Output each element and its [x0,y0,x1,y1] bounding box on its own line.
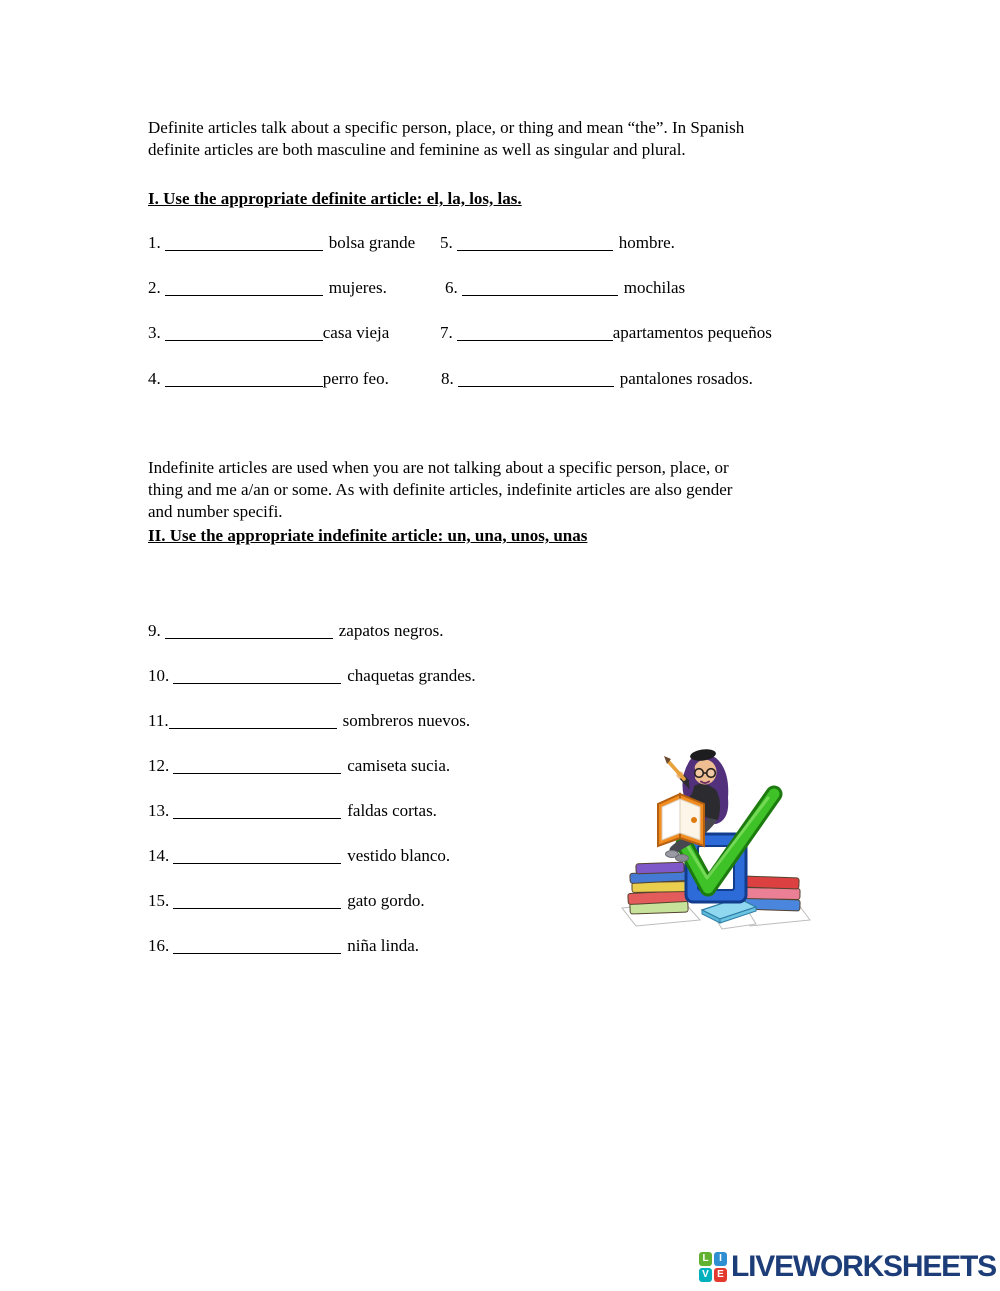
item-phrase: mujeres. [328,278,387,297]
exercise-item-3 [148,322,389,344]
exercise-item-4 [148,368,389,390]
book-stack-left-icon [628,862,688,914]
brand-wordmark: LIVEWORKSHEETS [731,1250,996,1283]
item-phrase: apartamentos pequeños [612,323,772,342]
item-phrase: sombreros nuevos. [342,711,471,730]
item-phrase: mochilas [623,278,686,297]
liveworksheets-logo-icon [699,1252,727,1282]
exercise-item-16 [148,935,419,957]
exercise-item-10 [148,665,476,687]
logo-tile-i: I [714,1252,727,1266]
item-number: 11. [148,711,169,730]
answer-blank-1[interactable] [165,234,323,251]
item-number: 16. [148,936,170,955]
intro-indefinite-line-3: and number specifi. [148,502,283,521]
exercise-item-14 [148,845,450,867]
exercise-item-15 [148,890,425,912]
item-phrase: zapatos negros. [338,621,444,640]
item-number: 7. [440,323,453,342]
item-phrase: perro feo. [322,369,389,388]
exercise-item-8 [441,368,753,390]
answer-blank-16[interactable] [173,937,341,954]
answer-blank-10[interactable] [173,667,341,684]
intro-indefinite-line-1: Indefinite articles are used when you are not talking about a specific person, place, or [148,458,729,477]
answer-blank-12[interactable] [173,757,341,774]
student-checkmark-illustration [618,748,813,933]
item-number: 4. [148,369,161,388]
item-phrase: chaquetas grandes. [347,666,476,685]
exercise-item-9 [148,620,444,642]
item-phrase: niña linda. [347,936,420,955]
item-number: 2. [148,278,161,297]
intro-definite-line-2: definite articles are both masculine and feminine as well as singular and plural. [148,140,686,159]
section1-heading: I. Use the appropriate definite article: el, la, los, las. [148,189,522,208]
item-number: 3. [148,323,161,342]
intro-definite-line-1: Definite articles talk about a specific person, place, or thing and mean “the”. In Spanish [148,118,745,137]
section2-heading: II. Use the appropriate indefinite article: un, una, unos, unas [148,526,588,545]
item-phrase: casa vieja [322,323,390,342]
item-number: 1. [148,233,161,252]
open-book-icon [658,794,704,846]
logo-tile-l: L [699,1252,712,1266]
item-phrase: pantalones rosados. [619,369,753,388]
answer-blank-11[interactable] [169,712,337,729]
exercise-item-6 [445,277,685,299]
answer-blank-4[interactable] [165,370,323,387]
item-phrase: bolsa grande [328,233,416,252]
answer-blank-3[interactable] [165,324,323,341]
item-number: 15. [148,891,170,910]
answer-blank-7[interactable] [457,324,613,341]
item-number: 6. [445,278,458,297]
exercise-item-13 [148,800,437,822]
exercise-item-11 [148,710,470,732]
item-phrase: hombre. [618,233,675,252]
intro-indefinite-line-2: thing and me a/an or some. As with definite articles, indefinite articles are also gender [148,480,733,499]
exercise-item-12 [148,755,450,777]
item-phrase: camiseta sucia. [347,756,451,775]
liveworksheets-logo[interactable] [699,1252,996,1282]
item-number: 5. [440,233,453,252]
item-phrase: gato gordo. [347,891,425,910]
answer-blank-5[interactable] [457,234,613,251]
answer-blank-14[interactable] [173,847,341,864]
item-number: 12. [148,756,170,775]
answer-blank-9[interactable] [165,622,333,639]
logo-tile-v: V [699,1268,712,1282]
item-phrase: vestido blanco. [347,846,451,865]
item-number: 14. [148,846,170,865]
item-number: 8. [441,369,454,388]
item-number: 9. [148,621,161,640]
item-phrase: faldas cortas. [347,801,437,820]
item-number: 10. [148,666,170,685]
answer-blank-13[interactable] [173,802,341,819]
exercise-item-1 [148,232,415,254]
item-number: 13. [148,801,170,820]
exercise-item-2 [148,277,387,299]
exercise-item-5 [440,232,675,254]
exercise-item-7 [440,322,772,344]
answer-blank-2[interactable] [165,279,323,296]
logo-tile-e: E [714,1268,727,1282]
answer-blank-6[interactable] [462,279,618,296]
answer-blank-8[interactable] [458,370,614,387]
answer-blank-15[interactable] [173,892,341,909]
